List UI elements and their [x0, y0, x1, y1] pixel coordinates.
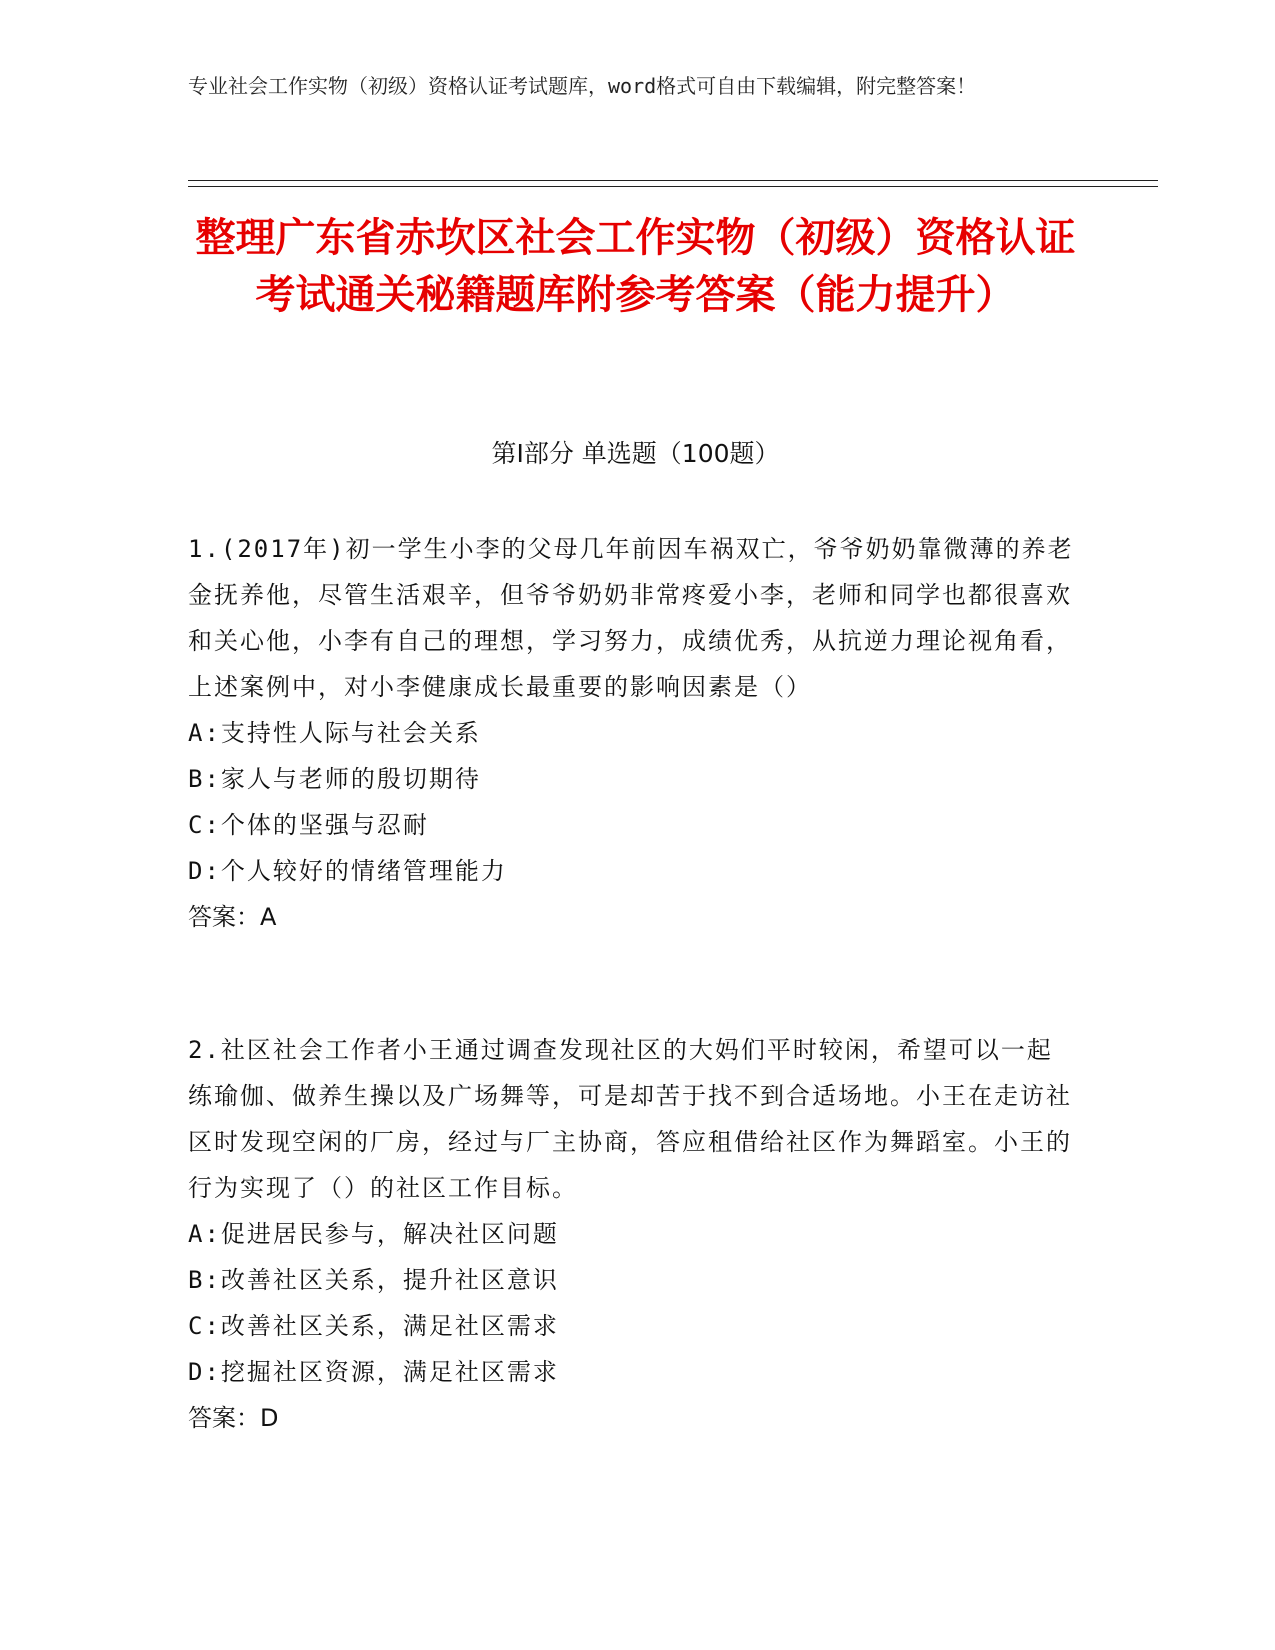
option-a: A:促进居民参与，解决社区问题 — [188, 1220, 559, 1248]
option-b: B:改善社区关系，提升社区意识 — [188, 1266, 559, 1294]
option-c: C:个体的坚强与忍耐 — [188, 811, 429, 839]
answer-line: 答案：D — [188, 1404, 279, 1432]
header-note: 专业社会工作实物（初级）资格认证考试题库，word格式可自由下载编辑，附完整答案！ — [188, 74, 977, 98]
question-1 — [188, 526, 1078, 940]
option-c: C:改善社区关系，满足社区需求 — [188, 1312, 559, 1340]
option-d: D:挖掘社区资源，满足社区需求 — [188, 1358, 559, 1386]
header-divider-bottom — [188, 186, 1158, 187]
section-heading: 第Ⅰ部分 单选题（100题） — [491, 439, 780, 468]
document-title: 整理广东省赤坎区社会工作实物（初级）资格认证考试通关秘籍题库附参考答案（能力提升） — [195, 215, 1076, 318]
question-stem: 2.社区社会工作者小王通过调查发现社区的大妈们平时较闲，希望可以一起练瑜伽、做养生操以及广场舞等，可是却苦于找不到合适场地。小王在走访社区时发现空闲的厂房，经过与厂主协商，答应租借给社区作为舞蹈室。小王的行为实现了（）的社区工作目标。 — [188, 1036, 1072, 1202]
header-divider-top — [188, 180, 1158, 181]
question-2 — [188, 1027, 1078, 1441]
option-d: D:个人较好的情绪管理能力 — [188, 857, 507, 885]
option-b: B:家人与老师的殷切期待 — [188, 765, 481, 793]
option-a: A:支持性人际与社会关系 — [188, 719, 481, 747]
answer-line: 答案：A — [188, 903, 277, 931]
question-stem: 1.(2017年)初一学生小李的父母几年前因车祸双亡，爷爷奶奶靠微薄的养老金抚养他，尽管生活艰辛，但爷爷奶奶非常疼爱小李，老师和同学也都很喜欢和关心他，小李有自己的理想，学习努力，成绩优秀，从抗逆力理论视角看，上述案例中，对小李健康成长最重要的影响因素是（） — [188, 535, 1074, 701]
